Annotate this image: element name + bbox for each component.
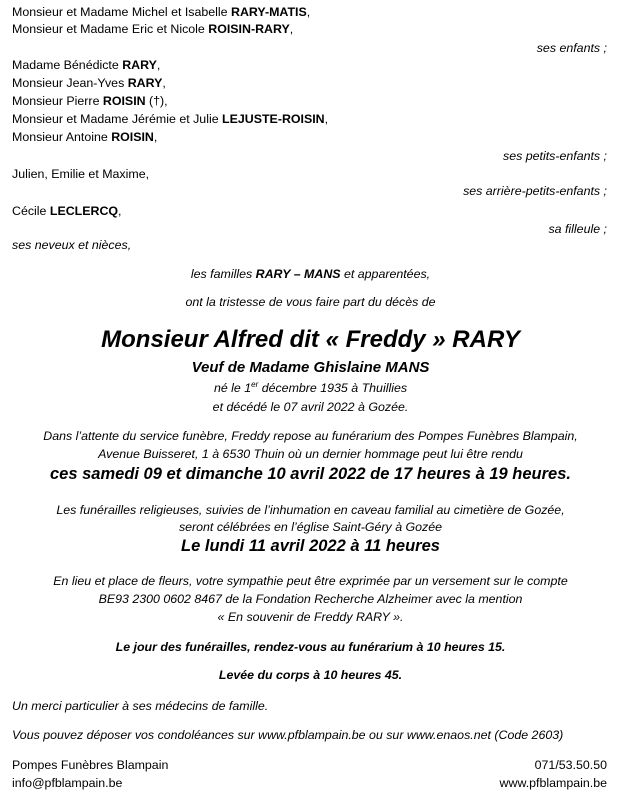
donation-line-1: En lieu et place de fleurs, votre sympathie peut être exprimée par un versement sur le compte bbox=[53, 574, 568, 588]
death-line: et décédé le 07 avril 2022 à Gozée. bbox=[212, 400, 409, 414]
visitation-line-1: Dans l’attente du service funèbre, Freddy repose au funérarium des Pompes Funèbres Blampain, bbox=[43, 429, 578, 443]
footer-company: Pompes Funèbres Blampain bbox=[12, 758, 169, 772]
widower-line: Veuf de Madame Ghislaine MANS bbox=[191, 359, 430, 376]
goddaughter-role: sa filleule ; bbox=[548, 222, 607, 236]
footer-email[interactable]: info@pfblampain.be bbox=[12, 776, 123, 790]
condolences-line: Vous pouvez déposer vos condoléances sur www.pfblampain.be ou sur www.enaos.net (Code 2603) bbox=[12, 728, 564, 742]
grandchild-line: Monsieur Pierre ROISIN (†), bbox=[12, 94, 168, 108]
children-role: ses enfants ; bbox=[536, 41, 607, 55]
grandchild-line: Monsieur Antoine ROISIN, bbox=[12, 130, 158, 144]
great-grandchildren: Julien, Emilie et Maxime, bbox=[12, 167, 150, 181]
children-line-1: Monsieur et Madame Michel et Isabelle RARY-MATIS, bbox=[12, 5, 311, 19]
nephews-nieces: ses neveux et nièces, bbox=[12, 238, 132, 252]
grandchild-line: Monsieur Jean-Yves RARY, bbox=[12, 76, 166, 90]
goddaughter: Cécile LECLERCQ, bbox=[12, 204, 122, 218]
great-grandchildren-role: ses arrière-petits-enfants ; bbox=[463, 184, 607, 198]
funeral-date: Le lundi 11 avril 2022 à 11 heures bbox=[181, 537, 440, 555]
announcement: ont la tristesse de vous faire part du décès de bbox=[185, 295, 436, 309]
donation-line-3: « En souvenir de Freddy RARY ». bbox=[217, 610, 404, 624]
funeral-line-2: seront célébrées en l’église Saint-Géry à Gozée bbox=[178, 520, 443, 534]
funeral-line-1: Les funérailles religieuses, suivies de l’inhumation en caveau familial au cimetière de Gozée, bbox=[56, 503, 565, 517]
grandchild-line: Monsieur et Madame Jérémie et Julie LEJUSTE-ROISIN, bbox=[12, 112, 329, 126]
families-line: les familles RARY – MANS et apparentées, bbox=[190, 267, 431, 281]
thanks-line: Un merci particulier à ses médecins de famille. bbox=[12, 699, 269, 713]
rendezvous-line: Le jour des funérailles, rendez-vous au funérarium à 10 heures 15. bbox=[115, 640, 506, 654]
birth-line: né le 1er décembre 1935 à Thuillies bbox=[213, 379, 408, 395]
children-line-2: Monsieur et Madame Eric et Nicole ROISIN-RARY, bbox=[12, 22, 294, 36]
footer-phone: 071/53.50.50 bbox=[534, 758, 607, 772]
visitation-dates: ces samedi 09 et dimanche 10 avril 2022 de 17 heures à 19 heures. bbox=[50, 465, 571, 483]
visitation-line-2: Avenue Buisseret, 1 à 6530 Thuin où un dernier hommage peut lui être rendu bbox=[98, 447, 523, 461]
levee-line: Levée du corps à 10 heures 45. bbox=[218, 668, 403, 682]
grandchildren-role: ses petits-enfants ; bbox=[503, 149, 607, 163]
deceased-name: Monsieur Alfred dit « Freddy » RARY bbox=[101, 326, 520, 353]
footer-website[interactable]: www.pfblampain.be bbox=[499, 776, 607, 790]
grandchild-line: Madame Bénédicte RARY, bbox=[12, 58, 161, 72]
donation-line-2: BE93 2300 0602 8467 de la Fondation Recherche Alzheimer avec la mention bbox=[98, 592, 523, 606]
